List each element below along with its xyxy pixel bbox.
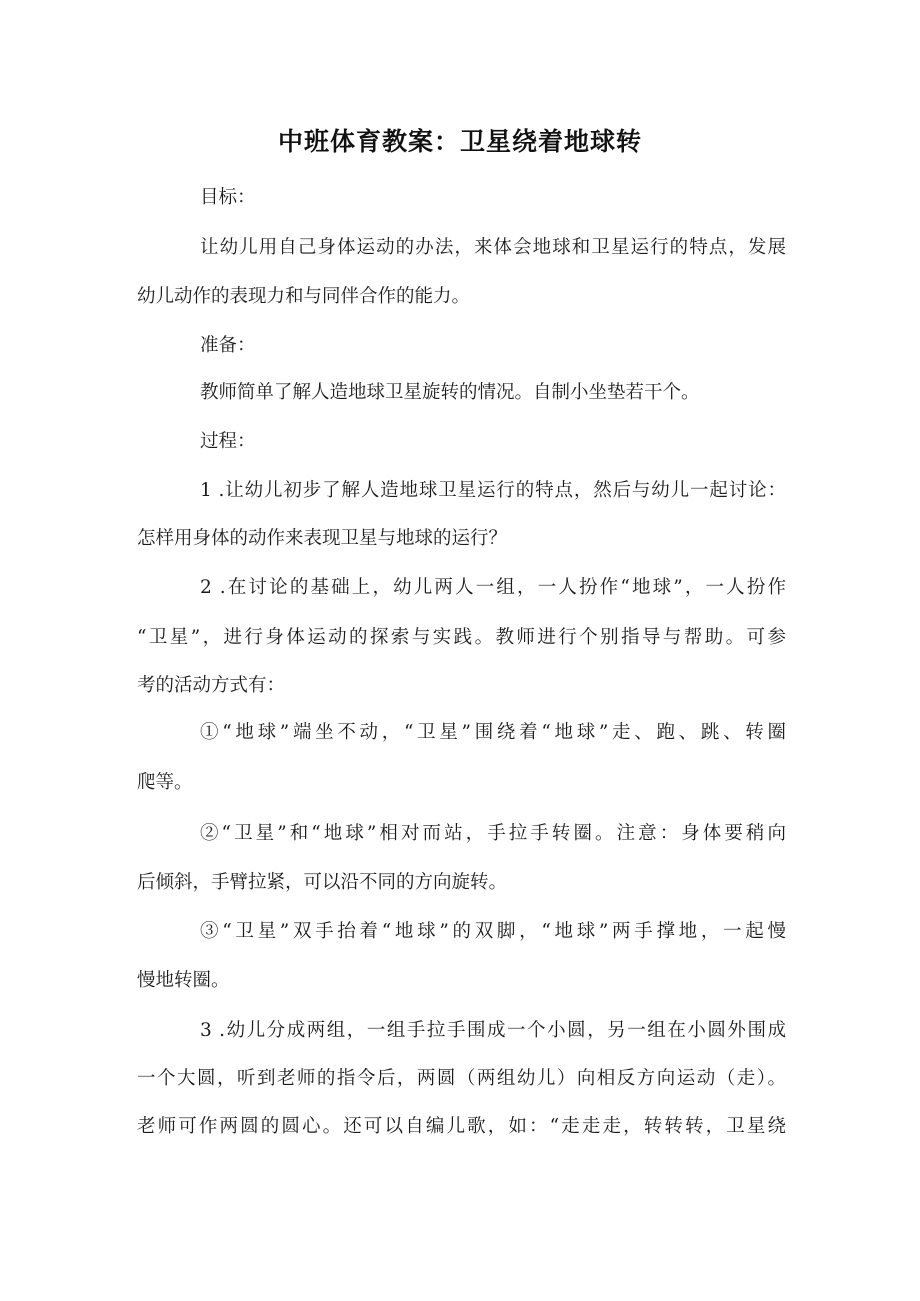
document-title: 中班体育教案：卫星绕着地球转 bbox=[277, 127, 642, 156]
section-heading-preparation: 准备： bbox=[200, 335, 256, 356]
section-heading-goal: 目标： bbox=[200, 187, 256, 208]
paragraph-line: 1 .让幼儿初步了解人造地球卫星运行的特点，然后与幼儿一起讨论： bbox=[200, 480, 786, 501]
paragraph-line: 老师可作两圆的圆心。还可以自编儿歌，如：“走走走，转转转，卫星绕 bbox=[137, 1116, 786, 1137]
paragraph-line: 慢地转圈。 bbox=[137, 970, 230, 991]
paragraph-line: 后倾斜，手臂拉紧，可以沿不同的方向旋转。 bbox=[137, 872, 508, 893]
paragraph-line: 2 .在讨论的基础上，幼儿两人一组，一人扮作“地球”，一人扮作 bbox=[200, 577, 786, 598]
paragraph-line: 怎样用身体的动作来表现卫星与地球的运行？ bbox=[137, 528, 508, 549]
paragraph-line: ③“卫星”双手抬着“地球”的双脚，“地球”两手撑地，一起慢 bbox=[200, 921, 786, 942]
paragraph-line: 幼儿动作的表现力和与同伴合作的能力。 bbox=[137, 286, 471, 307]
paragraph-line: 爬等。 bbox=[137, 772, 193, 793]
paragraph-line: 考的活动方式有： bbox=[137, 675, 286, 696]
paragraph-line: “卫星”，进行身体运动的探索与实践。教师进行个别指导与帮助。可参 bbox=[137, 627, 786, 648]
paragraph-line: 3 .幼儿分成两组，一组手拉手围成一个小圆，另一组在小圆外围成 bbox=[200, 1020, 786, 1041]
paragraph-line: 让幼儿用自己身体运动的办法，来体会地球和卫星运行的特点，发展 bbox=[200, 237, 786, 258]
section-heading-process: 过程： bbox=[200, 431, 256, 452]
paragraph-line: ①“地球”端坐不动，“卫星”围绕着“地球”走、跑、跳、转圈 bbox=[200, 722, 786, 743]
paragraph-line: ②“卫星”和“地球”相对而站，手拉手转圈。注意：身体要稍向 bbox=[200, 823, 786, 844]
paragraph-line: 一个大圆，听到老师的指令后，两圆（两组幼儿）向相反方向运动（走）。 bbox=[137, 1068, 786, 1089]
paragraph-line: 教师简单了解人造地球卫星旋转的情况。自制小坐垫若干个。 bbox=[200, 382, 700, 403]
